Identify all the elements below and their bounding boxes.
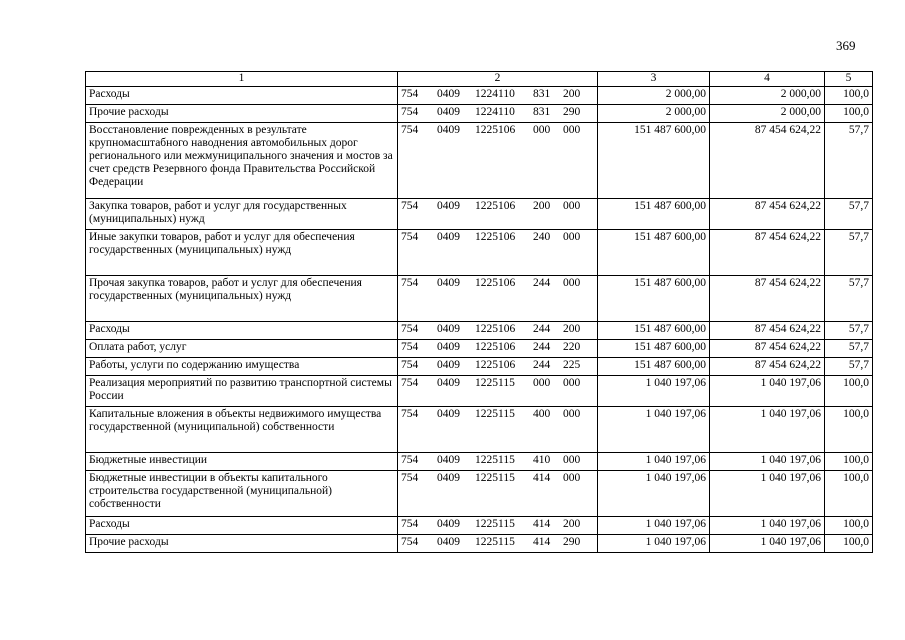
code-part: 0409 — [437, 472, 460, 484]
row-codes — [398, 87, 598, 105]
row-codes — [398, 105, 598, 123]
row-value-v5: 100,0 — [825, 376, 873, 407]
code-part: 754 — [401, 472, 419, 484]
row-name: Иные закупки товаров, работ и услуг для обеспечения государственных (муниципальных) нужд — [86, 230, 398, 276]
row-codes — [398, 376, 598, 407]
code-part: 244 — [533, 277, 551, 289]
table-row — [86, 517, 873, 535]
row-value-v3: 1 040 197,06 — [598, 407, 710, 453]
row-value-v4: 87 454 624,22 — [710, 123, 825, 199]
code-part: 000 — [563, 200, 581, 212]
table-body — [86, 87, 873, 553]
row-value-v5: 100,0 — [825, 535, 873, 553]
code-part: 754 — [401, 200, 419, 212]
code-part: 000 — [563, 231, 581, 243]
row-name: Капитальные вложения в объекты недвижимого имущества государственной (муниципальной) собственности — [86, 407, 398, 453]
row-value-v4: 1 040 197,06 — [710, 376, 825, 407]
code-part: 0409 — [437, 454, 460, 466]
table-row — [86, 535, 873, 553]
table-row — [86, 376, 873, 407]
row-name: Прочие расходы — [86, 535, 398, 553]
code-part: 244 — [533, 359, 551, 371]
row-value-v4: 1 040 197,06 — [710, 535, 825, 553]
row-name: Реализация мероприятий по развитию транспортной системы России — [86, 376, 398, 407]
code-part: 831 — [533, 106, 551, 118]
row-codes — [398, 535, 598, 553]
code-part: 220 — [563, 341, 581, 353]
row-value-v3: 151 487 600,00 — [598, 322, 710, 340]
code-part: 754 — [401, 408, 419, 420]
row-name: Расходы — [86, 87, 398, 105]
column-header-1: 1 — [86, 72, 398, 87]
row-value-v5: 100,0 — [825, 407, 873, 453]
code-part: 414 — [533, 536, 551, 548]
code-part: 0409 — [437, 341, 460, 353]
row-value-v4: 87 454 624,22 — [710, 276, 825, 322]
row-name: Прочая закупка товаров, работ и услуг для обеспечения государственных (муниципальных) нужд — [86, 276, 398, 322]
row-name: Работы, услуги по содержанию имущества — [86, 358, 398, 376]
row-value-v3: 1 040 197,06 — [598, 453, 710, 471]
code-part: 0409 — [437, 359, 460, 371]
row-value-v5: 100,0 — [825, 453, 873, 471]
code-part: 1224110 — [475, 88, 515, 100]
row-value-v4: 87 454 624,22 — [710, 230, 825, 276]
code-part: 754 — [401, 277, 419, 289]
row-value-v3: 151 487 600,00 — [598, 230, 710, 276]
code-part: 200 — [563, 88, 581, 100]
row-value-v3: 1 040 197,06 — [598, 517, 710, 535]
code-part: 000 — [563, 377, 581, 389]
code-part: 831 — [533, 88, 551, 100]
row-value-v4: 87 454 624,22 — [710, 358, 825, 376]
column-header-2: 2 — [398, 72, 598, 87]
row-codes — [398, 340, 598, 358]
code-part: 000 — [563, 124, 581, 136]
code-part: 0409 — [437, 536, 460, 548]
code-part: 240 — [533, 231, 551, 243]
code-part: 1225106 — [475, 124, 516, 136]
code-part: 1225106 — [475, 200, 516, 212]
row-codes — [398, 123, 598, 199]
code-part: 754 — [401, 124, 419, 136]
row-value-v3: 151 487 600,00 — [598, 199, 710, 230]
table-row — [86, 199, 873, 230]
row-codes — [398, 407, 598, 453]
row-value-v3: 151 487 600,00 — [598, 276, 710, 322]
code-part: 754 — [401, 454, 419, 466]
column-header-4: 4 — [710, 72, 825, 87]
row-value-v5: 57,7 — [825, 230, 873, 276]
row-name: Восстановление поврежденных в результате крупномасштабного наводнения автомобильных дорог регионального или межмуниципального значения и мостов за счет средств Резервного фонда Правительства Российской Федерации — [86, 123, 398, 199]
table-row — [86, 105, 873, 123]
code-part: 200 — [533, 200, 551, 212]
row-name: Бюджетные инвестиции в объекты капитального строительства государственной (муниципальной) собственности — [86, 471, 398, 517]
row-name: Бюджетные инвестиции — [86, 453, 398, 471]
code-part: 1225115 — [475, 377, 515, 389]
table-row — [86, 87, 873, 105]
code-part: 1225106 — [475, 323, 516, 335]
code-part: 290 — [563, 536, 581, 548]
row-value-v4: 2 000,00 — [710, 87, 825, 105]
row-value-v5: 100,0 — [825, 105, 873, 123]
code-part: 754 — [401, 359, 419, 371]
code-part: 0409 — [437, 231, 460, 243]
row-value-v5: 57,7 — [825, 322, 873, 340]
code-part: 000 — [563, 408, 581, 420]
row-codes — [398, 358, 598, 376]
row-value-v4: 87 454 624,22 — [710, 199, 825, 230]
budget-table — [85, 71, 873, 553]
code-part: 1225115 — [475, 408, 515, 420]
row-value-v4: 2 000,00 — [710, 105, 825, 123]
code-part: 754 — [401, 518, 419, 530]
row-value-v5: 57,7 — [825, 276, 873, 322]
table-row — [86, 322, 873, 340]
code-part: 0409 — [437, 323, 460, 335]
row-codes — [398, 276, 598, 322]
code-part: 0409 — [437, 88, 460, 100]
page-number: 369 — [836, 38, 856, 53]
table-row — [86, 340, 873, 358]
row-value-v5: 57,7 — [825, 340, 873, 358]
code-part: 0409 — [437, 124, 460, 136]
code-part: 1225115 — [475, 472, 515, 484]
table-row — [86, 276, 873, 322]
code-part: 244 — [533, 341, 551, 353]
row-codes — [398, 517, 598, 535]
code-part: 000 — [563, 277, 581, 289]
code-part: 200 — [563, 518, 581, 530]
row-value-v3: 2 000,00 — [598, 87, 710, 105]
code-part: 200 — [563, 323, 581, 335]
code-part: 1225106 — [475, 277, 516, 289]
code-part: 0409 — [437, 200, 460, 212]
row-codes — [398, 230, 598, 276]
row-codes — [398, 471, 598, 517]
row-value-v3: 151 487 600,00 — [598, 340, 710, 358]
column-header-5: 5 — [825, 72, 873, 87]
code-part: 1225115 — [475, 536, 515, 548]
row-value-v4: 87 454 624,22 — [710, 322, 825, 340]
code-part: 1225106 — [475, 231, 516, 243]
code-part: 000 — [563, 454, 581, 466]
code-part: 244 — [533, 323, 551, 335]
code-part: 1225115 — [475, 454, 515, 466]
table-row — [86, 471, 873, 517]
code-part: 754 — [401, 377, 419, 389]
row-value-v3: 1 040 197,06 — [598, 535, 710, 553]
row-value-v5: 57,7 — [825, 123, 873, 199]
column-header-3: 3 — [598, 72, 710, 87]
row-codes — [398, 199, 598, 230]
code-part: 1225106 — [475, 341, 516, 353]
row-value-v3: 1 040 197,06 — [598, 471, 710, 517]
table-row — [86, 453, 873, 471]
row-value-v4: 1 040 197,06 — [710, 471, 825, 517]
row-codes — [398, 322, 598, 340]
row-name: Расходы — [86, 322, 398, 340]
code-part: 0409 — [437, 106, 460, 118]
code-part: 1224110 — [475, 106, 515, 118]
table-row — [86, 407, 873, 453]
code-part: 414 — [533, 472, 551, 484]
code-part: 754 — [401, 341, 419, 353]
row-value-v5: 100,0 — [825, 471, 873, 517]
code-part: 0409 — [437, 377, 460, 389]
row-value-v4: 87 454 624,22 — [710, 340, 825, 358]
table-row — [86, 123, 873, 199]
row-value-v5: 100,0 — [825, 87, 873, 105]
code-part: 754 — [401, 106, 419, 118]
row-value-v4: 1 040 197,06 — [710, 517, 825, 535]
code-part: 414 — [533, 518, 551, 530]
code-part: 000 — [563, 472, 581, 484]
code-part: 754 — [401, 536, 419, 548]
row-value-v3: 1 040 197,06 — [598, 376, 710, 407]
code-part: 1225115 — [475, 518, 515, 530]
table-row — [86, 358, 873, 376]
code-part: 754 — [401, 323, 419, 335]
row-value-v3: 151 487 600,00 — [598, 123, 710, 199]
row-name: Закупка товаров, работ и услуг для государственных (муниципальных) нужд — [86, 199, 398, 230]
row-value-v5: 57,7 — [825, 199, 873, 230]
table-row — [86, 230, 873, 276]
code-part: 000 — [533, 124, 551, 136]
code-part: 754 — [401, 88, 419, 100]
table-header-row — [86, 72, 873, 87]
code-part: 000 — [533, 377, 551, 389]
row-value-v3: 2 000,00 — [598, 105, 710, 123]
code-part: 0409 — [437, 277, 460, 289]
row-name: Оплата работ, услуг — [86, 340, 398, 358]
code-part: 0409 — [437, 518, 460, 530]
row-value-v5: 57,7 — [825, 358, 873, 376]
row-value-v4: 1 040 197,06 — [710, 407, 825, 453]
code-part: 1225106 — [475, 359, 516, 371]
code-part: 410 — [533, 454, 551, 466]
code-part: 754 — [401, 231, 419, 243]
row-name: Прочие расходы — [86, 105, 398, 123]
row-codes — [398, 453, 598, 471]
code-part: 400 — [533, 408, 551, 420]
code-part: 290 — [563, 106, 581, 118]
code-part: 225 — [563, 359, 581, 371]
row-value-v5: 100,0 — [825, 517, 873, 535]
row-value-v3: 151 487 600,00 — [598, 358, 710, 376]
row-value-v4: 1 040 197,06 — [710, 453, 825, 471]
row-name: Расходы — [86, 517, 398, 535]
code-part: 0409 — [437, 408, 460, 420]
